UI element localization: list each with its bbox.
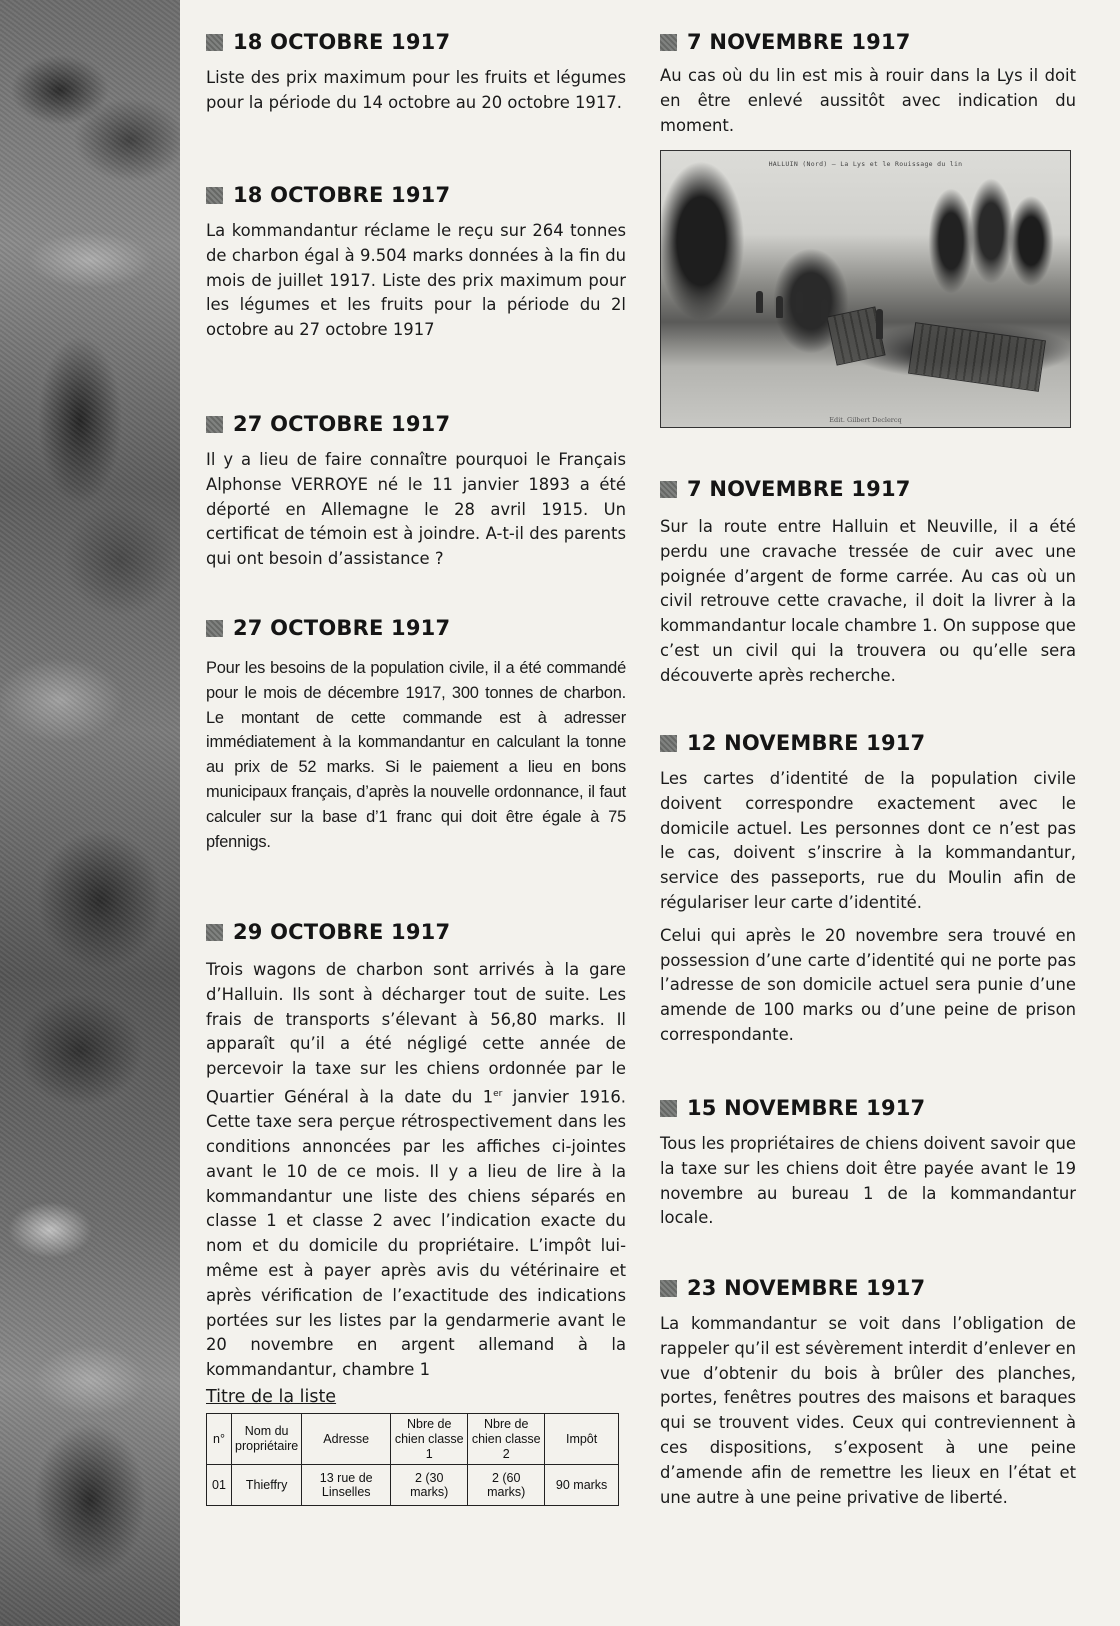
square-bullet-icon	[206, 187, 223, 204]
square-bullet-icon	[660, 481, 677, 498]
column-header: Nbre de chien classe 2	[468, 1414, 545, 1465]
square-bullet-icon	[660, 1100, 677, 1117]
entry-29-octobre	[206, 918, 626, 1506]
entry-date: 15 NOVEMBRE 1917	[687, 1096, 926, 1120]
column-header: Nom du propriétaire	[232, 1414, 302, 1465]
dog-tax-table	[206, 1413, 619, 1506]
entry-text: La kommandantur réclame le reçu sur 264 tonnes de charbon égal à 9.504 marks données à la fin du mois de juillet 1917. Liste des prix maximum pour les légumes et les fruits pour la période du 2l octobre au 27 octobre 1917	[206, 221, 626, 340]
historical-photo-lys-flax-retting	[660, 150, 1071, 428]
entry-15-novembre	[660, 1094, 1076, 1231]
square-bullet-icon	[206, 924, 223, 941]
list-title: Titre de la liste	[206, 1387, 337, 1408]
photo-figure	[821, 299, 828, 321]
table-cell: 01	[207, 1465, 232, 1506]
entry-text	[660, 767, 1076, 1048]
table-cell: 90 marks	[545, 1465, 619, 1506]
entry-paragraph: Celui qui après le 20 novembre sera trouvé en possession d’une carte d’identité qui ne porte pas l’adresse de son domicile actuel sera punie d’une amende de 100 marks ou d’une peine de prison correspondante.	[660, 925, 1076, 1044]
entry-text-part: janvier 1916. Cette taxe sera perçue rétrospectivement dans les conditions annoncées par les affiches ci-jointes avant le 10 de ce mois. Il y a lieu de lire à la kommandantur une liste des chiens séparés en classe 1 et classe 2 avec l’indication exacte du nom et du domicile du propriétaire. L’impôt lui-même est à payer après avis du vétérinaire et après vérification de l’exactitude des indications portées sur les listes par la gendarmerie avant le 20 novembre en argent allemand à la kommandantur, chambre 1	[206, 1087, 626, 1380]
entry-date: 18 OCTOBRE 1917	[233, 183, 451, 207]
entry-date: 7 NOVEMBRE 1917	[687, 477, 911, 501]
entry-date: 27 OCTOBRE 1917	[233, 412, 451, 436]
entry-27-octobre-b	[206, 614, 626, 854]
entry-date: 23 NOVEMBRE 1917	[687, 1276, 926, 1300]
photo-caption-top: HALLUIN (Nord) — La Lys et le Rouissage du lin	[768, 160, 963, 168]
square-bullet-icon	[206, 416, 223, 433]
entry-heading	[206, 28, 626, 56]
entry-7-novembre-a	[660, 28, 1076, 138]
entry-text: Pour les besoins de la population civile, il a été commandé pour le mois de décembre 1917, 300 tonnes de charbon. Le montant de cette commande est à adresser immédiatement à la kommandantur en calculant la tonne au prix de 52 marks. Si le paiement a lieu en bons municipaux français, d’après la nouvelle ordonnance, il faut calculer sur la base d’1 franc qui doit être égale à 75 pfennigs.	[206, 659, 626, 851]
square-bullet-icon	[660, 34, 677, 51]
entry-7-novembre-b	[660, 475, 1076, 689]
entry-heading	[660, 475, 1076, 503]
entry-heading	[660, 1274, 1076, 1302]
entry-12-novembre	[660, 729, 1076, 1056]
entry-18-octobre-a	[206, 28, 626, 116]
entry-text: Tous les propriétaires de chiens doivent savoir que la taxe sur les chiens doit être payée avant le 19 novembre au bureau 1 de la kommandantur locale.	[660, 1134, 1076, 1228]
entry-heading	[206, 181, 626, 209]
entry-text: La kommandantur se voit dans l’obligation de rappeler qu’il est sévèrement interdit d’enlever en vue d’obtenir du bois à brûler des planches, portes, fenêtres poutres des maisons et baraques qui se trouvent vides. Ceux qui contreviennent à ces dispositions, s’exposent à une peine d’amende afin de remettre les lieux en l’état et une autre à une peine privative de liberté.	[660, 1314, 1076, 1507]
table-cell: 2 (30 marks)	[391, 1465, 468, 1506]
entry-heading	[206, 410, 626, 438]
table-cell: 13 rue de Linselles	[302, 1465, 391, 1506]
entry-text-part: Trois wagons de charbon sont arrivés à la gare d’Halluin. Ils sont à décharger tout de suite. Les frais de transports s’élevant à 56,80 marks. Il apparaît qu’il a été négligé cette année de percevoir la taxe sur les chiens ordonnée par le Quartier Général à la date du 1	[206, 960, 626, 1107]
entry-heading	[660, 729, 1076, 757]
square-bullet-icon	[206, 620, 223, 637]
entry-heading	[660, 1094, 1076, 1122]
entry-18-octobre-b	[206, 181, 626, 343]
square-bullet-icon	[660, 1280, 677, 1297]
photo-crate	[908, 322, 1046, 392]
entry-heading	[206, 614, 626, 642]
entry-heading	[206, 918, 626, 946]
table-cell: 2 (60 marks)	[468, 1465, 545, 1506]
column-header: Nbre de chien classe 1	[391, 1414, 468, 1465]
decorative-photo-strip	[0, 0, 180, 1626]
table-header-row	[207, 1414, 619, 1465]
entry-paragraph: Les cartes d’identité de la population civile doivent correspondre exactement avec le domicile actuel. Les personnes dont ce n’est pas le cas, doivent s’inscrire à la kommandantur, service des passeports, rue du Moulin afin de régulariser leur carte d’identité.	[660, 769, 1076, 912]
photo-figure	[876, 309, 883, 339]
entry-date: 12 NOVEMBRE 1917	[687, 731, 926, 755]
column-header: n°	[207, 1414, 232, 1465]
entry-text: Il y a lieu de faire connaître pourquoi le Français Alphonse VERROYE né le 11 janvier 1893 a été déporté en Allemagne le 28 avril 1915. Un certificat de témoin est à joindre. A-t-il des parents qui ont besoin d’assistance ?	[206, 450, 626, 569]
entry-date: 7 NOVEMBRE 1917	[687, 30, 911, 54]
photo-figure	[756, 291, 763, 313]
superscript: er	[493, 1088, 503, 1099]
entry-date: 27 OCTOBRE 1917	[233, 616, 451, 640]
square-bullet-icon	[660, 735, 677, 752]
entry-27-octobre-a	[206, 410, 626, 572]
photo-figure	[776, 296, 783, 318]
table-cell: Thieffry	[232, 1465, 302, 1506]
table-row	[207, 1465, 619, 1506]
square-bullet-icon	[206, 34, 223, 51]
photo-figure	[796, 291, 803, 313]
column-header: Impôt	[545, 1414, 619, 1465]
column-header: Adresse	[302, 1414, 391, 1465]
entry-date: 18 OCTOBRE 1917	[233, 30, 451, 54]
entry-date: 29 OCTOBRE 1917	[233, 920, 451, 944]
entry-23-novembre	[660, 1274, 1076, 1510]
entry-text: Au cas où du lin est mis à rouir dans la Lys il doit en être enlevé aussitôt avec indication du moment.	[660, 66, 1076, 135]
entry-heading	[660, 28, 1076, 56]
photo-caption-bottom: Edit. Gilbert Declercq	[829, 416, 902, 424]
entry-text: Liste des prix maximum pour les fruits et légumes pour la période du 14 octobre au 20 octobre 1917.	[206, 68, 626, 112]
entry-text: Sur la route entre Halluin et Neuville, il a été perdu une cravache tressée de cuir avec une poignée d’argent de forme carrée. Au cas où un civil retrouve cette cravache, il doit la livrer à la kommandantur locale chambre 1. On suppose que c’est un civil qui la trouvera ou qu’elle sera découverte après recherche.	[660, 517, 1076, 685]
entry-text	[206, 958, 626, 1383]
